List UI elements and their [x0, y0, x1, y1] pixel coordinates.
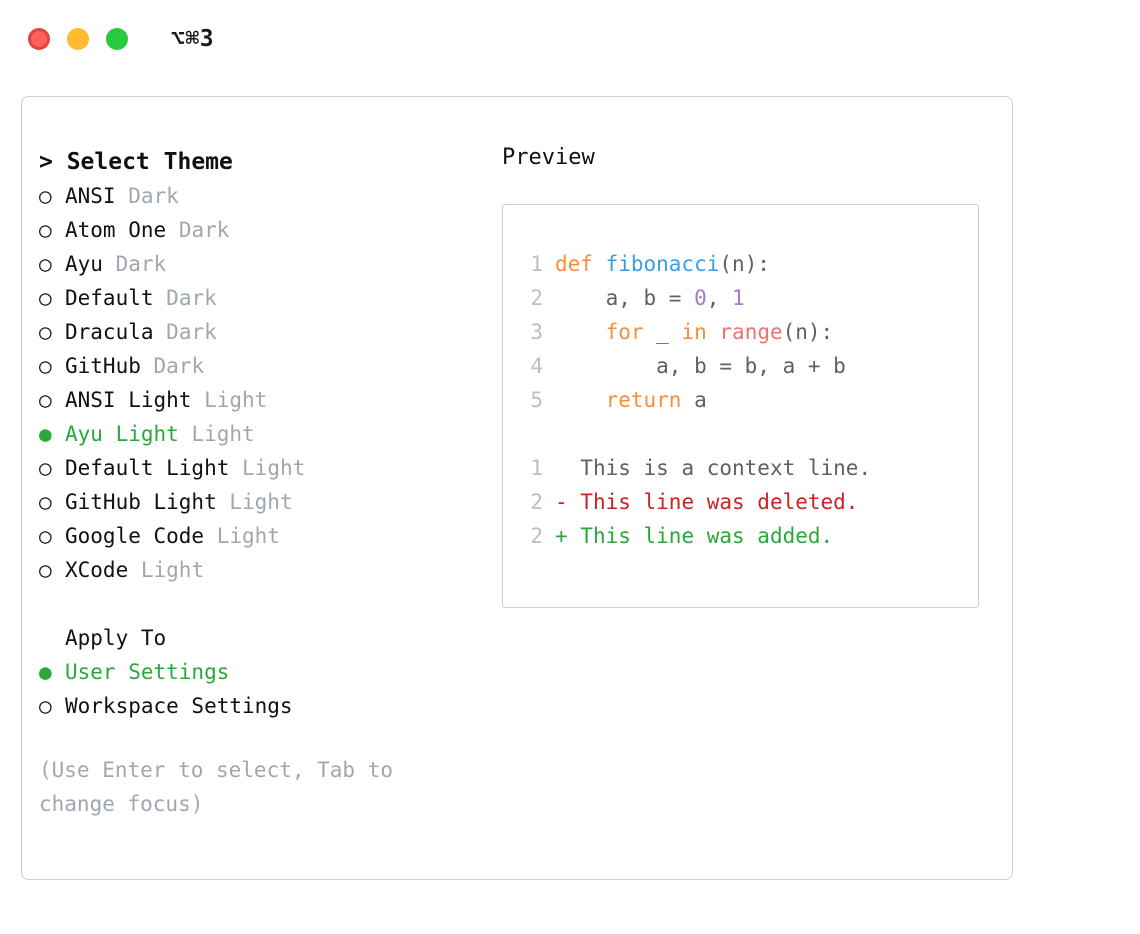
code-line [521, 281, 978, 315]
theme-option-tag: Light [229, 490, 293, 514]
theme-option-label: XCode [65, 558, 129, 582]
keyboard-hint-text: (Use Enter to select, Tab to change focus) [39, 758, 394, 816]
code-token: a, b = b, a + b [555, 354, 846, 378]
code-token: fibonacci [605, 252, 720, 276]
minimize-button[interactable] [67, 28, 89, 50]
radio-unselected-icon: ○ [39, 252, 52, 276]
window-titlebar [0, 0, 1140, 78]
code-token: return [605, 388, 682, 412]
radio-unselected-icon: ○ [39, 286, 52, 310]
theme-option-label: Atom One [65, 218, 167, 242]
diff-marker: - [555, 490, 581, 514]
theme-option-label: Google Code [65, 524, 205, 548]
apply-to-option[interactable] [39, 689, 482, 723]
line-number: 2 [530, 286, 543, 310]
code-token: def [555, 252, 606, 276]
theme-option-tag: Dark [166, 286, 217, 310]
radio-unselected-icon: ○ [39, 184, 52, 208]
theme-option-tag: Dark [178, 218, 230, 242]
theme-option[interactable] [39, 383, 482, 417]
code-line [521, 383, 978, 417]
theme-option-label: Ayu Light [65, 422, 179, 446]
theme-option-label: ANSI [65, 184, 116, 208]
theme-option-tag: Light [204, 388, 268, 412]
code-token: a [681, 388, 707, 412]
diff-text: This line was added. [580, 524, 834, 548]
radio-unselected-icon: ○ [39, 354, 52, 378]
theme-option-label: ANSI Light [65, 388, 192, 412]
theme-option[interactable] [39, 179, 482, 213]
theme-selection-column [22, 145, 482, 821]
theme-option-tag: Light [191, 422, 255, 446]
theme-option[interactable] [39, 417, 482, 451]
close-button[interactable] [28, 28, 50, 50]
preview-column [482, 145, 1012, 821]
apply-to-list[interactable] [39, 655, 482, 723]
theme-option-tag: Dark [166, 320, 217, 344]
theme-option-tag: Light [242, 456, 306, 480]
radio-unselected-icon: ○ [39, 456, 52, 480]
radio-unselected-icon: ○ [39, 558, 52, 582]
apply-to-option[interactable] [39, 655, 482, 689]
code-token: a, b = [555, 286, 695, 310]
theme-option[interactable] [39, 485, 482, 519]
code-token: (n): [719, 252, 770, 276]
code-token: 1 [732, 286, 745, 310]
line-number: 3 [530, 320, 543, 344]
diff-marker: + [555, 524, 581, 548]
keyboard-shortcut-label: ⌥⌘3 [171, 26, 215, 52]
preview-heading: Preview [502, 145, 595, 170]
radio-selected-icon: ● [39, 422, 52, 446]
theme-option-tag: Light [216, 524, 280, 548]
code-line [521, 349, 978, 383]
apply-to-heading: Apply To [65, 626, 167, 650]
radio-unselected-icon: ○ [39, 694, 52, 718]
theme-option[interactable] [39, 349, 482, 383]
radio-unselected-icon: ○ [39, 490, 52, 514]
theme-option-label: Default [65, 286, 154, 310]
line-number: 5 [530, 388, 543, 412]
theme-option[interactable] [39, 519, 482, 553]
theme-option-label: GitHub Light [65, 490, 217, 514]
code-token: , [706, 286, 733, 310]
code-token: _ [643, 320, 682, 344]
theme-option-label: Dracula [65, 320, 154, 344]
code-sample [521, 247, 978, 417]
preview-box [502, 204, 979, 608]
code-token: range [719, 320, 783, 344]
code-token: for [605, 320, 644, 344]
apply-to-option-label: User Settings [65, 660, 230, 684]
code-line [521, 247, 978, 281]
select-theme-heading: > Select Theme [39, 149, 233, 175]
line-number: 2 [530, 524, 543, 548]
theme-option-label: GitHub [65, 354, 141, 378]
line-number: 1 [530, 456, 543, 480]
code-token: in [681, 320, 707, 344]
radio-unselected-icon: ○ [39, 388, 52, 412]
line-number: 1 [530, 252, 543, 276]
diff-sample [521, 451, 978, 553]
theme-option[interactable] [39, 553, 482, 587]
diff-line [521, 451, 978, 485]
line-number: 4 [530, 354, 543, 378]
theme-option[interactable] [39, 247, 482, 281]
code-token: (n): [782, 320, 834, 344]
code-token [555, 388, 606, 412]
radio-selected-icon: ● [39, 660, 52, 684]
diff-marker [555, 456, 580, 480]
radio-unselected-icon: ○ [39, 524, 52, 548]
code-token: 0 [694, 286, 707, 310]
diff-text: This is a context line. [580, 456, 872, 480]
theme-option[interactable] [39, 213, 482, 247]
theme-option-tag: Dark [115, 252, 167, 276]
theme-list[interactable] [39, 179, 482, 587]
theme-option[interactable] [39, 315, 482, 349]
radio-unselected-icon: ○ [39, 320, 52, 344]
theme-option[interactable] [39, 451, 482, 485]
theme-option[interactable] [39, 281, 482, 315]
diff-line [521, 519, 978, 553]
line-number: 2 [530, 490, 543, 514]
theme-option-tag: Dark [153, 354, 205, 378]
code-line [521, 315, 978, 349]
theme-option-tag: Light [140, 558, 205, 582]
theme-picker-panel [21, 96, 1013, 880]
diff-text: This line was deleted. [580, 490, 859, 514]
apply-to-option-label: Workspace Settings [65, 694, 293, 718]
code-diff-separator [521, 417, 978, 451]
radio-unselected-icon: ○ [39, 218, 52, 242]
maximize-button[interactable] [106, 28, 128, 50]
code-token [707, 320, 720, 344]
diff-line [521, 485, 978, 519]
code-token [555, 320, 606, 344]
theme-option-tag: Dark [128, 184, 179, 208]
theme-option-label: Ayu [65, 252, 103, 276]
theme-option-label: Default Light [65, 456, 230, 480]
